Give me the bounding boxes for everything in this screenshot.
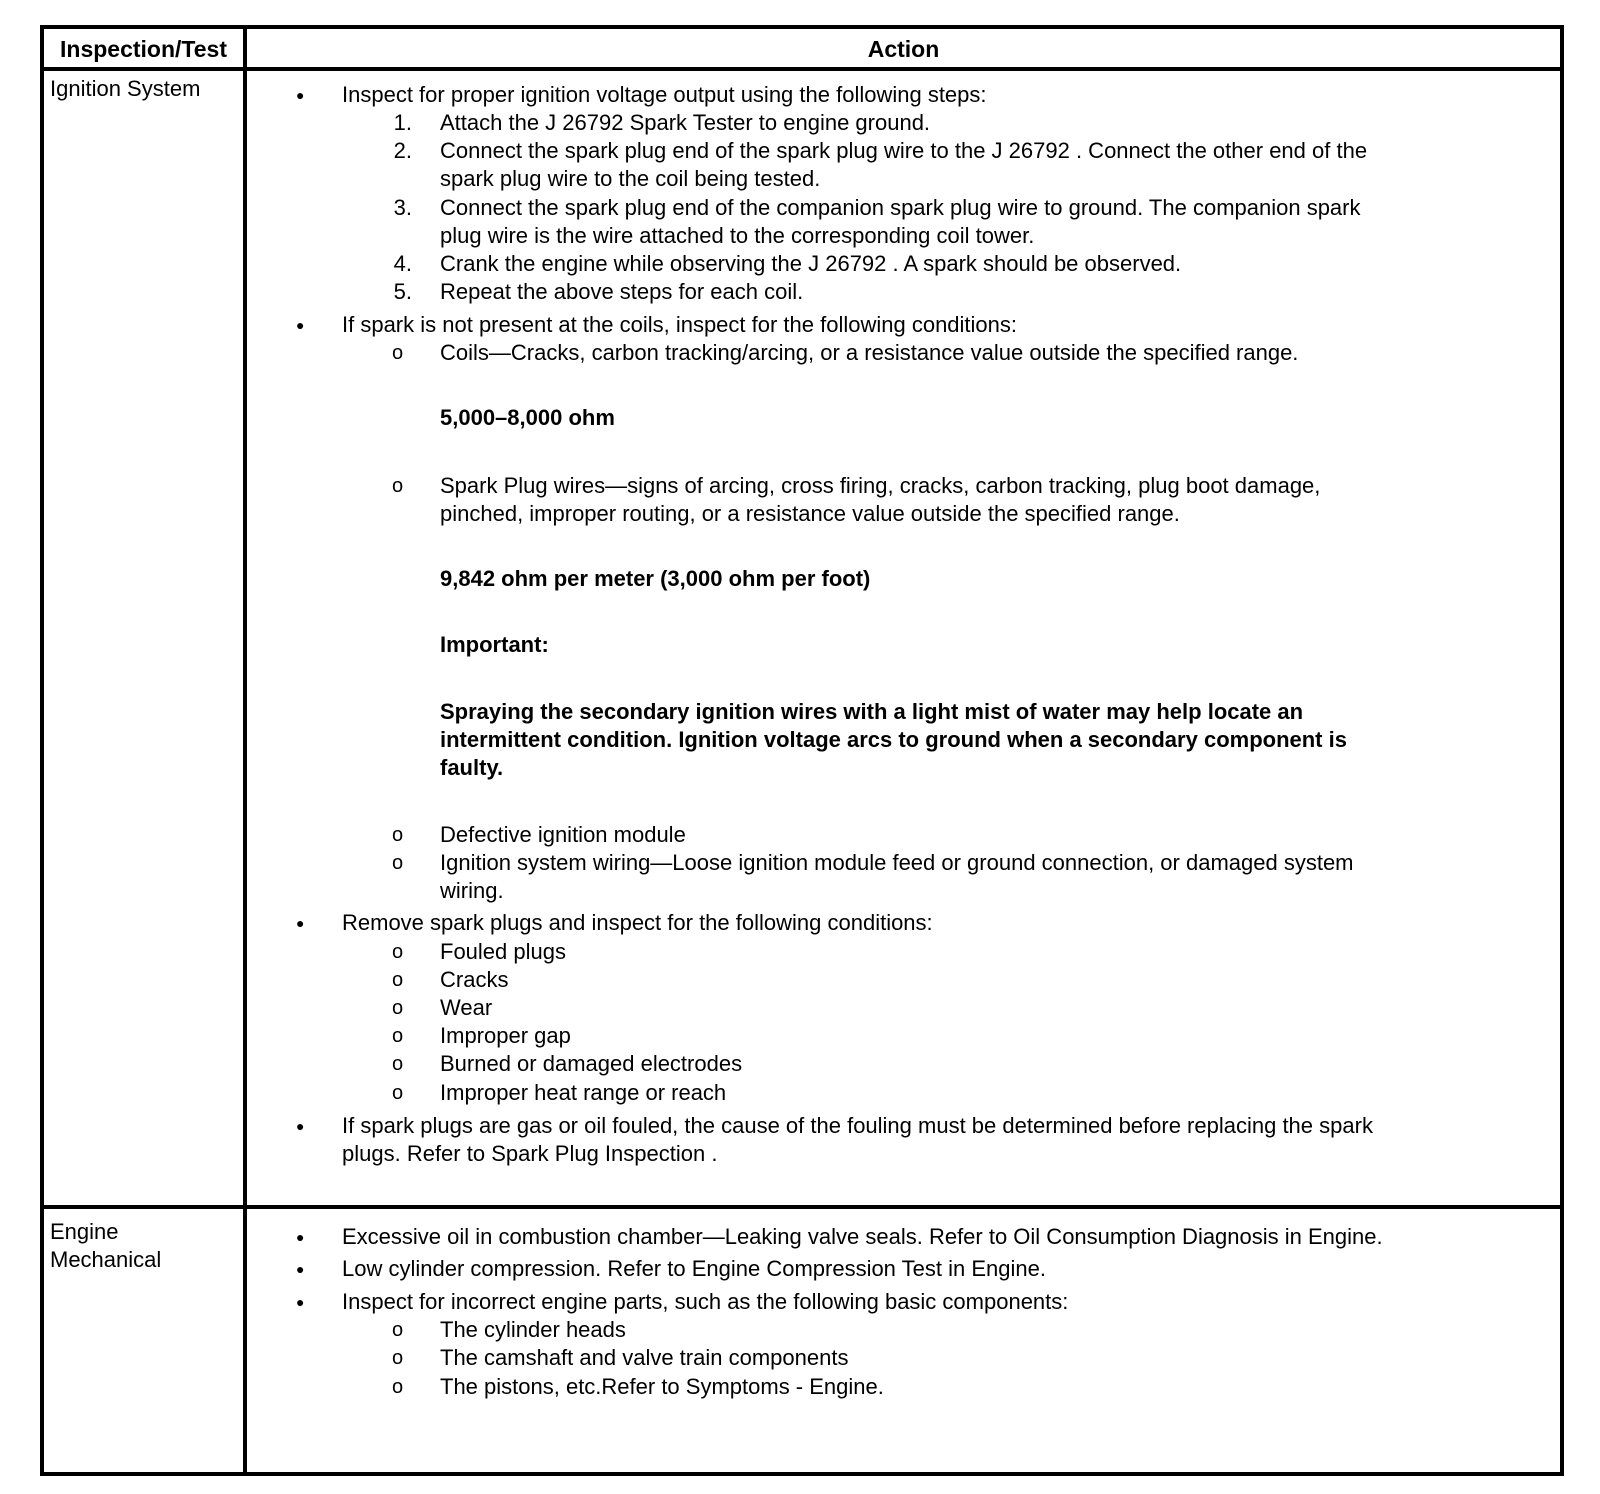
step-number: 2. xyxy=(393,138,412,163)
row-divider xyxy=(44,1205,1560,1209)
sub-bullet-icon: o xyxy=(392,1053,404,1075)
important-note: Spraying the secondary ignition wires with a light mist of water may help locate an xyxy=(440,699,1304,724)
wiring-condition: Ignition system wiring—Loose ignition module feed or ground connection, or damaged system xyxy=(440,850,1354,875)
step-text: Crank the engine while observing the J 26792 . A spark should be observed. xyxy=(440,251,1182,276)
step-text: Attach the J 26792 Spark Tester to engine ground. xyxy=(440,110,931,135)
header-action: Action xyxy=(867,36,940,62)
ignition-bullet-3: Remove spark plugs and inspect for the following conditions: xyxy=(342,910,933,935)
important-note-cont: intermittent condition. Ignition voltage arcs to ground when a secondary component is xyxy=(440,727,1347,752)
sub-bullet-icon: o xyxy=(392,342,404,364)
step-text: Connect the spark plug end of the companion spark plug wire to ground. The companion spark xyxy=(440,195,1361,220)
row-label-ignition-system: Ignition System xyxy=(50,76,201,101)
ignition-bullet-4: If spark plugs are gas or oil fouled, the cause of the fouling must be determined before replacing the spark xyxy=(342,1113,1373,1138)
engine-part: The camshaft and valve train components xyxy=(440,1345,849,1370)
step-number: 5. xyxy=(393,279,412,304)
column-divider xyxy=(243,29,247,1472)
engine-bullet-2: Low cylinder compression. Refer to Engine Compression Test in Engine. xyxy=(342,1256,1046,1281)
bullet-icon: ● xyxy=(296,317,305,333)
plug-condition: Burned or damaged electrodes xyxy=(440,1051,743,1076)
important-label: Important: xyxy=(440,632,549,657)
coils-condition: Coils—Cracks, carbon tracking/arcing, or a resistance value outside the specified range. xyxy=(440,340,1299,365)
bullet-icon: ● xyxy=(296,1118,305,1134)
bullet-icon: ● xyxy=(296,1229,305,1245)
sub-bullet-icon: o xyxy=(392,997,404,1019)
sub-bullet-icon: o xyxy=(392,969,404,991)
plug-condition: Improper heat range or reach xyxy=(440,1080,727,1105)
inspection-table xyxy=(40,25,1564,1476)
ignition-bullet-2: If spark is not present at the coils, inspect for the following conditions: xyxy=(342,312,1018,337)
sub-bullet-icon: o xyxy=(392,1082,404,1104)
engine-bullet-1: Excessive oil in combustion chamber—Leaking valve seals. Refer to Oil Consumption Diagnosis in Engine. xyxy=(342,1224,1383,1249)
plug-condition: Cracks xyxy=(440,967,509,992)
ignition-bullet-4-cont: plugs. Refer to Spark Plug Inspection . xyxy=(342,1141,718,1166)
module-condition: Defective ignition module xyxy=(440,822,686,847)
sub-bullet-icon: o xyxy=(392,1319,404,1341)
plug-condition: Fouled plugs xyxy=(440,939,566,964)
spark-plug-wires-condition: Spark Plug wires—signs of arcing, cross firing, cracks, carbon tracking, plug boot damage, xyxy=(440,473,1321,498)
engine-part: The cylinder heads xyxy=(440,1317,626,1342)
engine-bullet-3: Inspect for incorrect engine parts, such as the following basic components: xyxy=(342,1289,1069,1314)
sub-bullet-icon: o xyxy=(392,1025,404,1047)
bullet-icon: ● xyxy=(296,1261,305,1277)
header-inspection-test: Inspection/Test xyxy=(60,36,227,62)
row-label-engine-mechanical-line1: Engine xyxy=(50,1219,119,1244)
step-number: 4. xyxy=(393,251,412,276)
engine-part: The pistons, etc.Refer to Symptoms - Engine. xyxy=(440,1374,884,1399)
bullet-icon: ● xyxy=(296,915,305,931)
bullet-icon: ● xyxy=(296,87,305,103)
step-number: 1. xyxy=(393,110,412,135)
sub-bullet-icon: o xyxy=(392,941,404,963)
sub-bullet-icon: o xyxy=(392,1347,404,1369)
step-number: 3. xyxy=(393,195,412,220)
sub-bullet-icon: o xyxy=(392,475,404,497)
plug-condition: Improper gap xyxy=(440,1023,571,1048)
coils-resistance-value: 5,000–8,000 ohm xyxy=(440,405,615,430)
sub-bullet-icon: o xyxy=(392,1376,404,1398)
ignition-bullet-1: Inspect for proper ignition voltage output using the following steps: xyxy=(342,82,987,107)
sub-bullet-icon: o xyxy=(392,852,404,874)
spark-plug-wires-condition-cont: pinched, improper routing, or a resistance value outside the specified range. xyxy=(440,501,1180,526)
step-text: Repeat the above steps for each coil. xyxy=(440,279,804,304)
step-text: Connect the spark plug end of the spark plug wire to the J 26792 . Connect the other end of the xyxy=(440,138,1368,163)
plug-condition: Wear xyxy=(440,995,493,1020)
row-label-engine-mechanical-line2: Mechanical xyxy=(50,1247,162,1272)
sub-bullet-icon: o xyxy=(392,824,404,846)
step-text-cont: spark plug wire to the coil being tested. xyxy=(440,166,821,191)
wiring-condition-cont: wiring. xyxy=(440,878,504,903)
bullet-icon: ● xyxy=(296,1294,305,1310)
important-note-cont: faulty. xyxy=(440,755,504,780)
step-text-cont: plug wire is the wire attached to the corresponding coil tower. xyxy=(440,223,1035,248)
wire-resistance-value: 9,842 ohm per meter (3,000 ohm per foot) xyxy=(440,566,871,591)
